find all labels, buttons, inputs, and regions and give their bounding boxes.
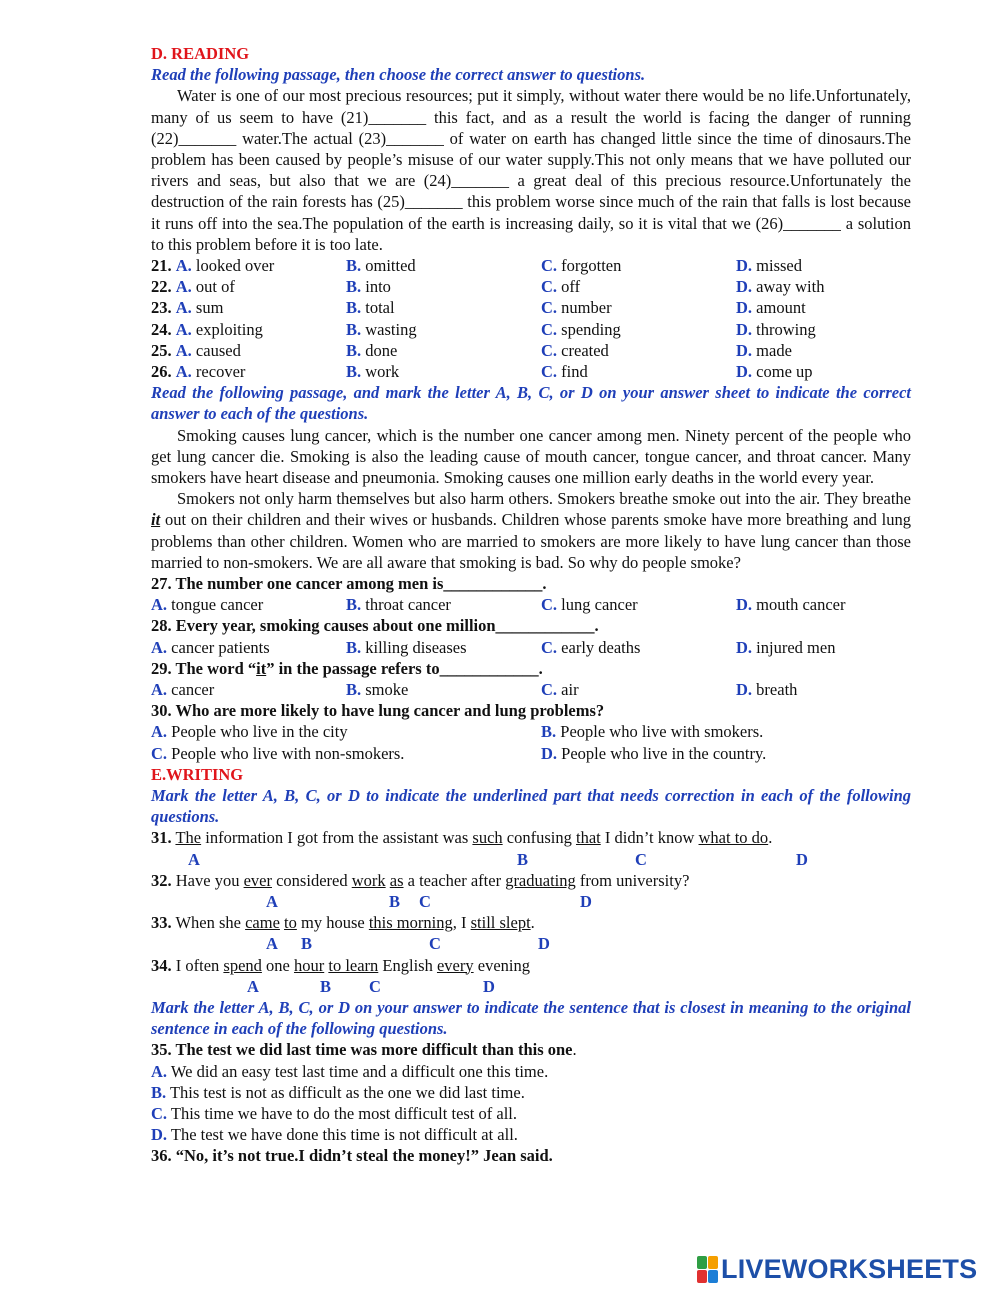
mcq-row — [151, 255, 911, 276]
option-a[interactable]: A. We did an easy test last time and a difficult one this time. — [151, 1061, 549, 1081]
options-27 — [151, 594, 911, 615]
passage-smoking-p2 — [151, 488, 911, 573]
option-d[interactable]: D. throwing — [736, 319, 816, 339]
mcq-list-21-26 — [151, 255, 911, 382]
underlined-part-a[interactable]: came — [245, 913, 280, 933]
letter-c: C — [635, 849, 647, 869]
option-c[interactable]: C. People who live with non-smokers. — [151, 743, 405, 763]
option-d[interactable]: D. away with — [736, 277, 825, 297]
option-b[interactable]: B. People who live with smokers. — [541, 722, 764, 742]
option-b[interactable]: B. This test is not as difficult as the one we did last time. — [151, 1082, 525, 1102]
underlined-part-d[interactable]: graduating — [505, 870, 576, 890]
option-b[interactable]: B. omitted — [346, 256, 416, 276]
letter-b: B — [320, 976, 332, 996]
letters-34 — [151, 976, 911, 997]
passage-text: Smokers not only harm themselves but also harm others. Smokers breathe smoke out into the air. They breathe — [177, 489, 911, 509]
question-35: 35. The test we did last time was more difficult than this one. — [151, 1040, 577, 1060]
underlined-it: it — [151, 510, 161, 530]
option-a[interactable]: 21. A. looked over — [151, 256, 275, 276]
option-c[interactable]: C. created — [541, 340, 609, 360]
letter-c: C — [419, 891, 431, 911]
mcq-row — [151, 319, 911, 340]
underlined-part-d[interactable]: still slept — [470, 913, 531, 933]
letter-a: A — [247, 976, 259, 996]
options-28 — [151, 637, 911, 658]
option-a[interactable]: 22. A. out of — [151, 277, 235, 297]
underlined-part-a[interactable]: spend — [223, 955, 262, 975]
letter-d: D — [538, 934, 550, 954]
option-a[interactable]: A. cancer patients — [151, 637, 270, 657]
option-d[interactable]: D. breath — [736, 679, 798, 699]
option-c[interactable]: C. find — [541, 361, 588, 381]
options-29 — [151, 679, 911, 700]
reading-instruction-1: Read the following passage, then choose the correct answer to questions. — [151, 65, 646, 85]
reading-instruction-2: Read the following passage, and mark the letter A, B, C, or D on your answer sheet to indicate the correct answer to each of the questions. — [151, 383, 911, 424]
option-c[interactable]: C. This time we have to do the most difficult test of all. — [151, 1103, 518, 1123]
option-d[interactable]: D. come up — [736, 361, 813, 381]
option-d[interactable]: D. missed — [736, 256, 803, 276]
question-32: 32. Have you ever considered work as a teacher after graduating from university? — [151, 870, 690, 890]
letters-32 — [151, 891, 911, 912]
option-b[interactable]: B. throat cancer — [346, 595, 451, 615]
underlined-part-d[interactable]: what to do — [698, 828, 769, 848]
option-b[interactable]: B. work — [346, 361, 400, 381]
mcq-row — [151, 276, 911, 297]
letter-a: A — [188, 849, 200, 869]
letter-d: D — [796, 849, 808, 869]
option-b[interactable]: B. wasting — [346, 319, 417, 339]
mcq-row — [151, 297, 911, 318]
logo-icon — [697, 1256, 717, 1282]
passage-text: out on their children and their wives or husbands. Children whose parents smoke have more breathing and lung problems than other children. Women who are married to smokers are more likely to have lung cancer than those married to non-smokers. We are all aware that smoking is bad. So why do people smoke? — [151, 510, 911, 572]
letter-c: C — [369, 976, 381, 996]
letter-d: D — [580, 891, 592, 911]
underlined-part-c[interactable]: that — [575, 828, 601, 848]
letter-c: C — [429, 934, 441, 954]
letter-b: B — [389, 891, 401, 911]
writing-instruction-2: Mark the letter A, B, C, or D on your answer to indicate the sentence that is closest in meaning to the original sentence in each of the following questions. — [151, 997, 911, 1039]
underlined-part-b[interactable]: to — [284, 913, 297, 933]
question-29: 29. The word “it” in the passage refers to____________. — [151, 658, 543, 678]
option-b[interactable]: B. done — [346, 340, 398, 360]
option-d[interactable]: D. made — [736, 340, 792, 360]
option-c[interactable]: C. spending — [541, 319, 621, 339]
letter-b: B — [301, 934, 313, 954]
letters-33 — [151, 933, 911, 954]
option-d[interactable]: D. mouth cancer — [736, 595, 846, 615]
underlined-part-b[interactable]: hour — [293, 955, 325, 975]
writing-instruction-1: Mark the letter A, B, C, or D to indicate the underlined part that needs correction in each of the following questions. — [151, 785, 911, 827]
underlined-part-d[interactable]: every — [436, 955, 474, 975]
option-a[interactable]: 26. A. recover — [151, 361, 246, 381]
passage-smoking-p1: Smoking causes lung cancer, which is the number one cancer among men. Ninety percent of the people who get lung cancer die. Smoking is also the leading cause of mouth cancer, tongue cancer, and throat cancer. Many smokers have heart disease and pneumonia. Smoking causes one million early deaths in the world every year. — [151, 425, 911, 487]
liveworksheets-logo — [697, 1254, 977, 1284]
underlined-part-c[interactable]: as — [389, 870, 404, 890]
option-a[interactable]: A. People who live in the city — [151, 722, 348, 742]
underlined-part-a[interactable]: The — [175, 828, 202, 848]
option-c[interactable]: C. early deaths — [541, 637, 641, 657]
option-c[interactable]: C. lung cancer — [541, 595, 638, 615]
option-c[interactable]: C. number — [541, 298, 612, 318]
options-30-ab — [151, 721, 911, 742]
underlined-part-b[interactable]: such — [472, 828, 503, 848]
option-d[interactable]: D. The test we have done this time is not difficult at all. — [151, 1125, 518, 1145]
underlined-part-c[interactable]: to learn — [328, 955, 379, 975]
option-d[interactable]: D. amount — [736, 298, 806, 318]
option-b[interactable]: B. killing diseases — [346, 637, 467, 657]
question-33: 33. When she came to my house this morning, I still slept. — [151, 913, 535, 933]
mcq-row — [151, 361, 911, 382]
logo-text: LIVEWORKSHEETS — [721, 1253, 978, 1284]
option-d[interactable]: D. People who live in the country. — [541, 743, 767, 763]
option-a[interactable]: A. tongue cancer — [151, 595, 264, 615]
question-28: 28. Every year, smoking causes about one million____________. — [151, 616, 599, 636]
underlined-part-c[interactable]: this morning — [368, 913, 453, 933]
option-a[interactable]: A. cancer — [151, 679, 215, 699]
mcq-row — [151, 340, 911, 361]
option-c[interactable]: C. forgotten — [541, 256, 622, 276]
letter-a: A — [266, 891, 278, 911]
option-c[interactable]: C. off — [541, 277, 581, 297]
worksheet-page — [151, 43, 911, 1167]
option-b[interactable]: B. total — [346, 298, 395, 318]
underlined-part-a[interactable]: ever — [243, 870, 272, 890]
reading-heading: D. READING — [151, 44, 250, 63]
option-a[interactable]: 25. A. caused — [151, 340, 241, 360]
option-b[interactable]: B. smoke — [346, 679, 409, 699]
question-30: 30. Who are more likely to have lung cancer and lung problems? — [151, 701, 605, 721]
underlined-it: it — [256, 658, 267, 678]
passage-water: Water is one of our most precious resources; put it simply, without water there would be no life.Unfortunately, many of us seem to have (21)_______ this fact, and as a result the world is facing the danger of running (22)_______ water.The actual (23)_______ of water on earth has changed little since the time of dinosaurs.The problem has been caused by people’s misuse of our water supply.This not only means that we have polluted our rivers and seas, but also that we are (24)_______ a great deal of this precious resource.Unfortunately the destruction of the rain forests has (25)_______ this problem worse since much of the rain that falls is lost because it runs off into the sea.The population of the earth is increasing daily, so it is vital that we (26)_______ a solution to this problem before it is too late. — [151, 86, 911, 254]
letter-d: D — [483, 976, 495, 996]
question-31: 31. The information I got from the assistant was such confusing that I didn’t know what to do. — [151, 828, 773, 848]
letter-a: A — [266, 934, 278, 954]
writing-heading: E.WRITING — [151, 764, 244, 784]
option-a[interactable]: 24. A. exploiting — [151, 319, 263, 339]
option-a[interactable]: 23. A. sum — [151, 298, 224, 318]
underlined-part-b[interactable]: work — [351, 870, 386, 890]
question-34: 34. I often spend one hour to learn English every evening — [151, 955, 530, 975]
option-d[interactable]: D. injured men — [736, 637, 836, 657]
option-c[interactable]: C. air — [541, 679, 579, 699]
letter-b: B — [517, 849, 529, 869]
question-36: 36. “No, it’s not true.I didn’t steal the money!” Jean said. — [151, 1146, 553, 1166]
letters-31 — [151, 849, 911, 870]
question-27: 27. The number one cancer among men is____________. — [151, 573, 547, 593]
option-b[interactable]: B. into — [346, 277, 391, 297]
options-30-cd — [151, 743, 911, 764]
